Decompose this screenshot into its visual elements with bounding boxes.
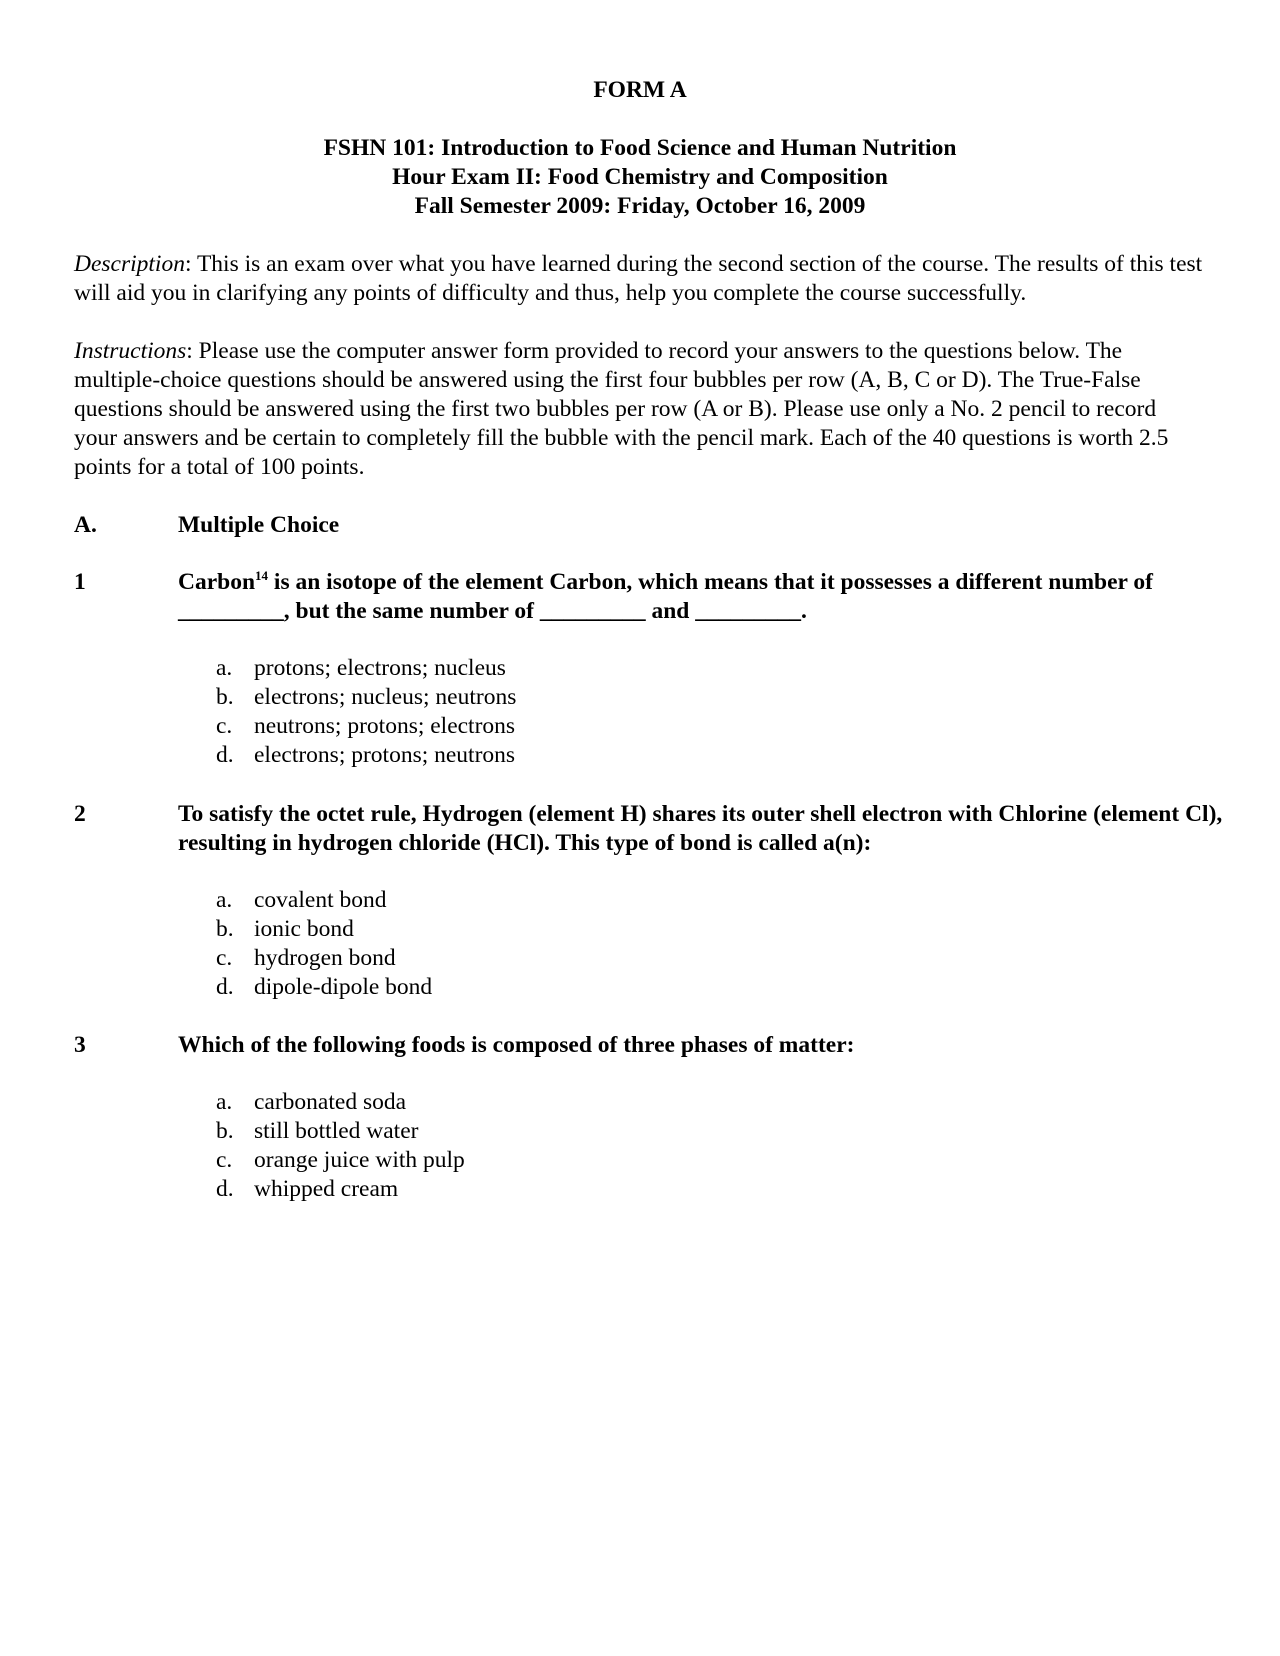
section-title: Multiple Choice [178,512,340,538]
option-text: electrons; protons; neutrons [254,742,516,768]
option-b [216,915,432,944]
option-letter: c. [216,713,233,739]
superscript-14: 14 [255,568,269,583]
instructions-paragraph [74,337,1204,482]
option-c [216,712,516,741]
option-letter: a. [216,887,233,913]
option-letter: d. [216,742,234,768]
option-text: electrons; nucleus; neutrons [254,684,517,710]
option-c [216,944,432,973]
option-letter: d. [216,1176,234,1202]
question-text: To satisfy the octet rule, Hydrogen (element H) shares its outer shell electron with Chlorine (element Cl), resulting in hydrogen chloride (HCl). This type of bond is called a(n): [178,801,1223,856]
exam-title: Hour Exam II: Food Chemistry and Composition [392,164,888,190]
question-number: 1 [74,569,86,595]
option-a [216,654,516,683]
description-paragraph [74,250,1204,308]
answer-options [216,886,432,1002]
question-text [178,568,1238,626]
instructions-label: Instructions [74,338,187,364]
option-a [216,886,432,915]
option-text: protons; electrons; nucleus [254,655,506,681]
option-letter: b. [216,684,234,710]
answer-options [216,654,516,770]
question-number: 2 [74,801,86,827]
question-number: 3 [74,1032,86,1058]
option-b [216,683,516,712]
option-d [216,973,432,1002]
option-letter: c. [216,1147,233,1173]
question-text-start: Carbon [178,569,256,595]
instructions-text: : Please use the computer answer form provided to record your answers to the questions below. The multiple-choice questions should be answered using the first four bubbles per row (A, B, C or D). The True-False questions should be answered using the first two bubbles per row (A or B). Please use only a No. 2 pencil to record your answers and be certain to completely fill the bubble with the pencil mark. Each of the 40 questions is worth 2.5 points for a total of 100 points. [74,338,1169,480]
question-text-rest: is an isotope of the element Carbon, which means that it possesses a different number of _________, but the same number of _________ and _________. [178,569,1153,624]
option-letter: c. [216,945,233,971]
option-text: whipped cream [254,1176,399,1202]
description-text: : This is an exam over what you have learned during the second section of the course. The results of this test will aid you in clarifying any points of difficulty and thus, help you complete the course successfully. [74,251,1203,306]
course-title: FSHN 101: Introduction to Food Science and Human Nutrition [323,135,957,161]
option-b [216,1117,465,1146]
option-letter: a. [216,1089,233,1115]
option-text: orange juice with pulp [254,1147,465,1173]
option-text: ionic bond [254,916,354,942]
section-letter: A. [74,512,97,538]
question-text: Which of the following foods is composed of three phases of matter: [178,1032,855,1058]
option-a [216,1088,465,1117]
answer-options [216,1088,465,1204]
option-text: neutrons; protons; electrons [254,713,516,739]
option-letter: b. [216,1118,234,1144]
option-text: hydrogen bond [254,945,396,971]
option-text: still bottled water [254,1118,419,1144]
form-title: FORM A [593,77,687,103]
option-text: dipole-dipole bond [254,974,433,1000]
option-text: carbonated soda [254,1089,407,1115]
option-text: covalent bond [254,887,387,913]
description-label: Description [74,251,185,277]
option-letter: a. [216,655,233,681]
exam-date: Fall Semester 2009: Friday, October 16, 2009 [414,193,866,219]
exam-header [0,134,1280,221]
option-letter: d. [216,974,234,1000]
option-letter: b. [216,916,234,942]
option-c [216,1146,465,1175]
option-d [216,1175,465,1204]
option-d [216,741,516,770]
